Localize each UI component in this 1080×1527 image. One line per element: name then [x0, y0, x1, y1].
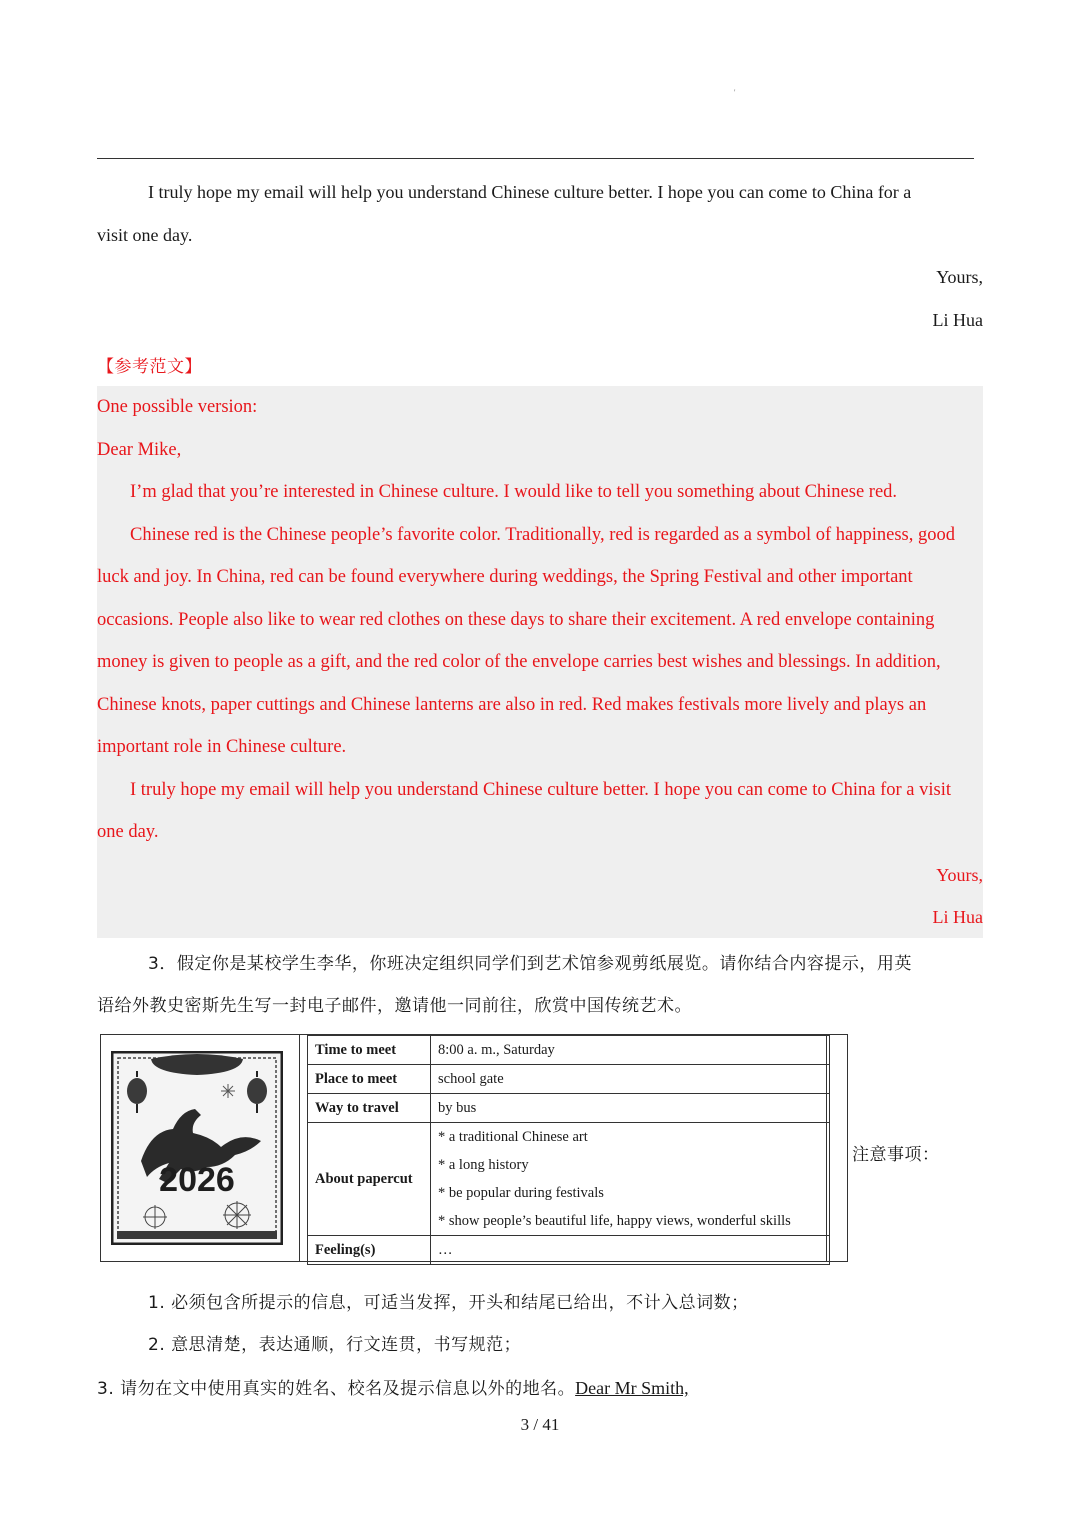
info-table — [307, 1035, 830, 1265]
sample-intro: One possible version: — [97, 397, 258, 417]
note-item: 3. 请勿在文中使用真实的姓名、校名及提示信息以外的地名。 — [97, 1379, 576, 1399]
row-key: Feeling(s) — [308, 1236, 431, 1265]
papercut-horse-image — [111, 1051, 283, 1245]
letter-opening: Dear Mr Smith, — [575, 1378, 689, 1398]
table-right-border — [826, 1035, 827, 1261]
task-table-frame — [100, 1034, 848, 1262]
row-value: 8:00 a. m., Saturday — [431, 1036, 830, 1065]
sample-line: important role in Chinese culture. — [97, 737, 347, 757]
row-value: … — [431, 1236, 830, 1265]
table-row — [308, 1065, 830, 1094]
sample-heading: 【参考范文】 — [97, 357, 202, 377]
sample-line: I truly hope my email will help you understand Chinese culture better. I hope you can come to China for a visit — [130, 780, 951, 800]
note-item: 2. 意思清楚，表达通顺，行文连贯，书写规范； — [148, 1335, 522, 1355]
row-value: by bus — [431, 1094, 830, 1123]
prev-line-2: visit one day. — [97, 225, 193, 245]
page-number: 3 / 41 — [520, 1415, 560, 1434]
row-key: Time to meet — [308, 1036, 431, 1065]
papercut-point: * be popular during festivals — [438, 1185, 604, 1201]
note-label: 注意事项： — [852, 1145, 940, 1165]
task-line-1: 3．假定你是某校学生李华，你班决定组织同学们到艺术馆参观剪纸展览。请你结合内容提示，用英 — [148, 954, 912, 974]
row-key: Place to meet — [308, 1065, 431, 1094]
papercut-point: * show people’s beautiful life, happy views, wonderful skills — [438, 1213, 791, 1229]
task-line-2: 语给外教史密斯先生写一封电子邮件，邀请他一同前往，欣赏中国传统艺术。 — [97, 996, 692, 1016]
sample-line: I’m glad that you’re interested in Chinese culture. I would like to tell you something about Chinese red. — [130, 482, 898, 502]
sample-line: Chinese knots, paper cuttings and Chinese lanterns are also in red. Red makes festivals more lively and plays an — [97, 695, 927, 715]
papercut-point: * a traditional Chinese art — [438, 1129, 588, 1145]
sample-line: occasions. People also like to wear red clothes on these days to share their excitement. A red envelope containing — [97, 610, 935, 630]
row-value — [431, 1123, 830, 1236]
prev-signature: Li Hua — [932, 310, 983, 330]
prev-line-1: I truly hope my email will help you understand Chinese culture better. I hope you can come to China for a — [148, 182, 912, 202]
table-row — [308, 1123, 830, 1236]
sample-line: money is given to people as a gift, and the red color of the envelope carries best wishes and blessings. In addition, — [97, 652, 941, 672]
row-key: Way to travel — [308, 1094, 431, 1123]
prev-closing: Yours, — [936, 267, 983, 287]
row-key: About papercut — [308, 1123, 431, 1236]
header-rule — [97, 158, 974, 159]
papercut-point: * a long history — [438, 1157, 529, 1173]
table-row — [308, 1236, 830, 1265]
papercut-year: 2026 — [159, 1161, 235, 1199]
table-row — [308, 1094, 830, 1123]
header-mark: ' — [734, 88, 736, 97]
table-row — [308, 1036, 830, 1065]
sample-signature: Li Hua — [932, 907, 983, 927]
note-item: 1. 必须包含所提示的信息，可适当发挥，开头和结尾已给出，不计入总词数； — [148, 1293, 749, 1313]
sample-closing: Yours, — [936, 865, 983, 885]
sample-line: Chinese red is the Chinese people’s favorite color. Traditionally, red is regarded as a symbol of happiness, good — [130, 525, 955, 545]
papercut-image-cell — [101, 1035, 300, 1261]
row-value: school gate — [431, 1065, 830, 1094]
sample-greeting: Dear Mike, — [97, 440, 182, 460]
sample-line: one day. — [97, 822, 159, 842]
sample-line: luck and joy. In China, red can be found everywhere during weddings, the Spring Festival and other important — [97, 567, 913, 587]
